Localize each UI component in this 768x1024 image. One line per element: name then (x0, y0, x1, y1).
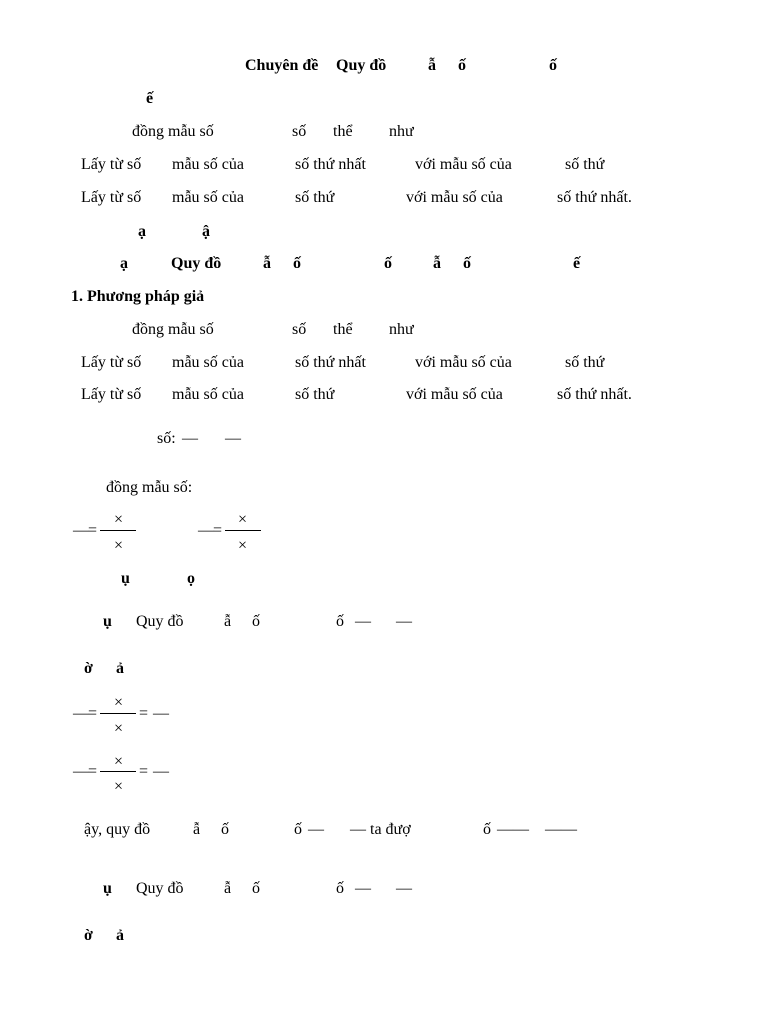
formula-equals: = (88, 522, 98, 539)
example1-text: ố (252, 613, 260, 630)
intro-text: số thứ nhất (295, 156, 366, 173)
section-heading: ạ (138, 223, 146, 240)
example1-label: ụ (103, 613, 112, 630)
example1-answer-label: ờ (84, 660, 93, 677)
method-text: số thứ (295, 386, 335, 403)
solution-dash: — (153, 763, 169, 780)
formula-times: × (114, 511, 124, 528)
fraction-dash: — (225, 430, 241, 447)
solution-times: × (114, 694, 124, 711)
solution-equals: = (88, 705, 98, 722)
method-text: mẫu số của (172, 386, 244, 403)
example2-text: ố (252, 880, 260, 897)
formula-dash: — (73, 522, 89, 539)
example1-answer-label: ả (116, 660, 124, 677)
method-text: số thứ (565, 354, 605, 371)
example2-text: ẫ (224, 880, 232, 897)
intro-text: mẫu số của (172, 156, 244, 173)
conclusion-dash: —— (497, 821, 529, 838)
example2-answer-label: ờ (84, 927, 93, 944)
conclusion-text: ố (483, 821, 491, 838)
example2-dash: — (355, 880, 371, 897)
section-subheading: ố (384, 255, 392, 272)
fraction-bar (225, 530, 261, 531)
title-text: ế (146, 90, 154, 107)
intro-text: số thứ (565, 156, 605, 173)
example-heading: ụ (121, 570, 130, 587)
conclusion-text: — ta đượ (350, 821, 411, 838)
method-text: với mẫu số của (406, 386, 503, 403)
example2-label: ụ (103, 880, 112, 897)
fraction-bar (100, 713, 136, 714)
intro-text: với mẫu số của (415, 156, 512, 173)
method-text: với mẫu số của (415, 354, 512, 371)
section-subheading: ẫ (433, 255, 441, 272)
conclusion-text: ẫ (193, 821, 201, 838)
section-subheading: ố (463, 255, 471, 272)
intro-text: thể (333, 123, 353, 140)
solution-dash: — (153, 705, 169, 722)
example1-dash: — (396, 613, 412, 630)
example2-answer-label: ả (116, 927, 124, 944)
solution-times: × (114, 753, 124, 770)
solution-times: × (114, 778, 124, 795)
intro-text: Lấy từ số (81, 156, 142, 173)
method-text: mẫu số của (172, 354, 244, 371)
method-text: đồng mẫu số (132, 321, 214, 338)
solution-dash: — (73, 763, 89, 780)
method-text: số thứ nhất (295, 354, 366, 371)
intro-text: như (389, 123, 414, 140)
fraction-bar (100, 771, 136, 772)
section-subheading: ạ (120, 255, 128, 272)
method-text: số (292, 321, 307, 338)
conclusion-text: ố (294, 821, 302, 838)
method-text: thể (333, 321, 353, 338)
intro-text: Lấy từ số (81, 189, 142, 206)
formula-times: × (114, 537, 124, 554)
method-text: số thứ nhất. (557, 386, 632, 403)
title-text: ố (458, 57, 466, 74)
section-subheading: ế (573, 255, 581, 272)
solution-dash: — (73, 705, 89, 722)
fraction-dash: — (182, 430, 198, 447)
intro-text: số thứ (295, 189, 335, 206)
title-text: Chuyên đề (245, 57, 319, 74)
example2-text: Quy đồ (136, 880, 184, 897)
solution-equals: = (139, 705, 149, 722)
title-text: Quy đồ (336, 57, 387, 74)
formula-times: × (238, 511, 248, 528)
method-text: Lấy từ số (81, 386, 142, 403)
example1-dash: — (355, 613, 371, 630)
method-heading: 1. Phương pháp giả (71, 288, 205, 305)
section-subheading: ẫ (263, 255, 271, 272)
formula-equals: = (213, 522, 223, 539)
example-heading: ọ (187, 570, 195, 587)
title-text: ố (549, 57, 557, 74)
fraction-bar (100, 530, 136, 531)
solution-equals: = (139, 763, 149, 780)
formula-dash: — (198, 522, 214, 539)
intro-text: số thứ nhất. (557, 189, 632, 206)
title-text: ẫ (428, 57, 436, 74)
intro-text: đồng mẫu số (132, 123, 214, 140)
formula-times: × (238, 537, 248, 554)
common-denominator-label: đồng mẫu số: (106, 479, 193, 496)
example1-text: Quy đồ (136, 613, 184, 630)
example2-text: ố (336, 880, 344, 897)
example1-text: ẫ (224, 613, 232, 630)
example2-dash: — (396, 880, 412, 897)
conclusion-text: ậy, quy đồ (84, 821, 151, 838)
conclusion-dash: —— (545, 821, 577, 838)
intro-text: số (292, 123, 307, 140)
section-heading: ậ (202, 223, 210, 240)
method-text: Lấy từ số (81, 354, 142, 371)
solution-times: × (114, 720, 124, 737)
section-subheading: Quy đồ (171, 255, 222, 272)
method-text: như (389, 321, 414, 338)
solution-equals: = (88, 763, 98, 780)
conclusion-text: ố (221, 821, 229, 838)
example1-text: ố (336, 613, 344, 630)
intro-text: mẫu số của (172, 189, 244, 206)
fractions-label: số: (157, 430, 176, 447)
intro-text: với mẫu số của (406, 189, 503, 206)
conclusion-dash: — (308, 821, 324, 838)
section-subheading: ố (293, 255, 301, 272)
